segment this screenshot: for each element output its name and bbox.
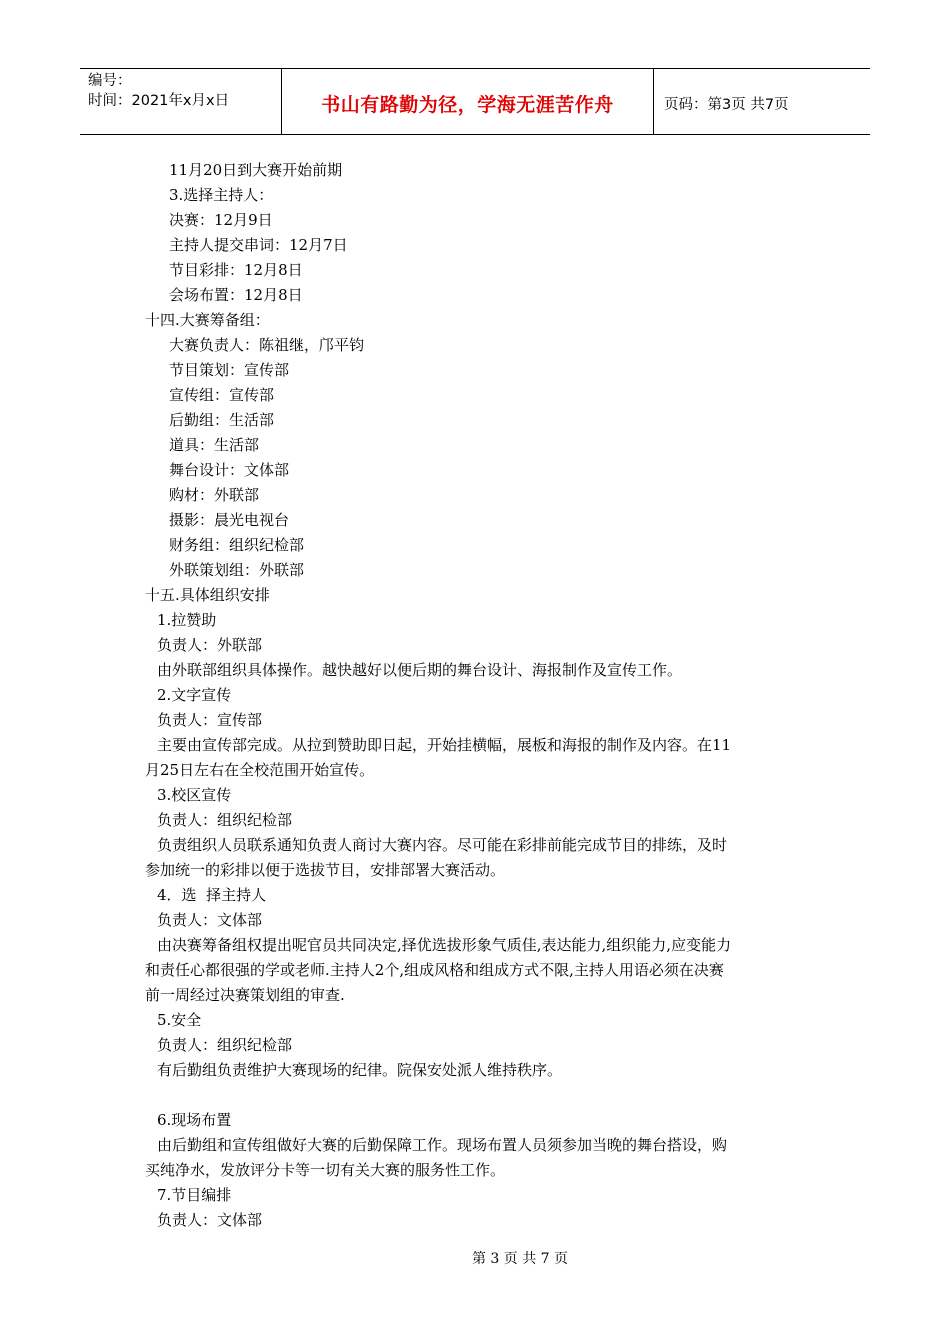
text-line: 舞台设计：文体部 — [169, 461, 290, 479]
header-motto-cell — [282, 69, 654, 134]
text-line: 决赛：12月9日 — [169, 211, 273, 229]
subsection-heading: 4．选 择主持人 — [157, 886, 267, 904]
date-line: 时间：2021年x月x日 — [88, 93, 230, 109]
paragraph-line: 月25日左右在全校范围开始宣传。 — [145, 761, 375, 779]
paragraph-line: 由后勤组和宣传组做好大赛的后勤保障工作。现场布置人员须参加当晚的舞台搭设，购 — [157, 1136, 728, 1154]
text-line: 大赛负责人：陈祖继，邝平钧 — [169, 336, 365, 354]
text-line: 负责人：文体部 — [157, 911, 263, 929]
paragraph-line: 由决赛筹备组权提出呢官员共同决定,择优选拔形象气质佳,表达能力,组织能力,应变能力 — [157, 936, 732, 954]
subsection-heading: 5.安全 — [157, 1011, 202, 1029]
subsection-heading: 6.现场布置 — [157, 1111, 232, 1129]
text-line: 道具：生活部 — [169, 436, 260, 454]
page-header — [80, 68, 870, 135]
blank-line — [0, 1083, 950, 1108]
subsection-heading: 7.节目编排 — [157, 1186, 232, 1204]
paragraph-line: 参加统一的彩排以便于选拔节目，安排部署大赛活动。 — [145, 861, 506, 879]
paragraph-line: 负责组织人员联系通知负责人商讨大赛内容。尽可能在彩排前能完成节目的排练，及时 — [157, 836, 728, 854]
subsection-heading: 1.拉赞助 — [157, 611, 217, 629]
header-page-info: 页码：第3页 共7页 — [664, 97, 789, 113]
subsection-heading: 2.文字宣传 — [157, 686, 232, 704]
text-line: 负责人：组织纪检部 — [157, 811, 293, 829]
paragraph-line: 主要由宣传部完成。从拉到赞助即日起，开始挂横幅，展板和海报的制作及内容。在11 — [157, 736, 732, 754]
section-heading: 十四.大赛筹备组： — [145, 311, 270, 329]
text-line: 主持人提交串词：12月7日 — [169, 236, 348, 254]
text-line: 摄影：晨光电视台 — [169, 511, 290, 529]
text-line: 外联策划组：外联部 — [169, 561, 305, 579]
text-line: 财务组：组织纪检部 — [169, 536, 305, 554]
serial-number-label: 编号： — [88, 73, 132, 89]
text-line: 11月20日到大赛开始前期 — [169, 161, 343, 179]
subsection-heading: 3.校区宣传 — [157, 786, 232, 804]
page-footer: 第 3 页 共 7 页 — [471, 1251, 569, 1267]
text-line: 宣传组：宣传部 — [169, 386, 275, 404]
paragraph-line: 前一周经过决赛策划组的审查. — [145, 986, 345, 1004]
header-meta-cell — [80, 69, 282, 134]
text-line: 3.选择主持人： — [169, 186, 274, 204]
text-line: 由外联部组织具体操作。越快越好以便后期的舞台设计、海报制作及宣传工作。 — [157, 661, 683, 679]
text-line: 购材：外联部 — [169, 486, 260, 504]
header-motto: 书山有路勤为径，学海无涯苦作舟 — [321, 94, 614, 116]
text-line: 负责人：组织纪检部 — [157, 1036, 293, 1054]
paragraph-line: 买纯净水，发放评分卡等一切有关大赛的服务性工作。 — [145, 1161, 506, 1179]
section-heading: 十五.具体组织安排 — [145, 586, 270, 604]
text-line: 有后勤组负责维护大赛现场的纪律。院保安处派人维持秩序。 — [157, 1061, 563, 1079]
text-line: 负责人：文体部 — [157, 1211, 263, 1229]
paragraph-line: 和责任心都很强的学或老师.主持人2个,组成风格和组成方式不限,主持人用语必须在决赛 — [145, 961, 724, 979]
text-line: 节目策划：宣传部 — [169, 361, 290, 379]
text-line: 负责人：外联部 — [157, 636, 263, 654]
text-line: 负责人：宣传部 — [157, 711, 263, 729]
document-body — [0, 158, 950, 1233]
text-line: 节目彩排：12月8日 — [169, 261, 303, 279]
header-page-cell — [654, 71, 870, 136]
text-line: 后勤组：生活部 — [169, 411, 275, 429]
text-line: 会场布置：12月8日 — [169, 286, 303, 304]
